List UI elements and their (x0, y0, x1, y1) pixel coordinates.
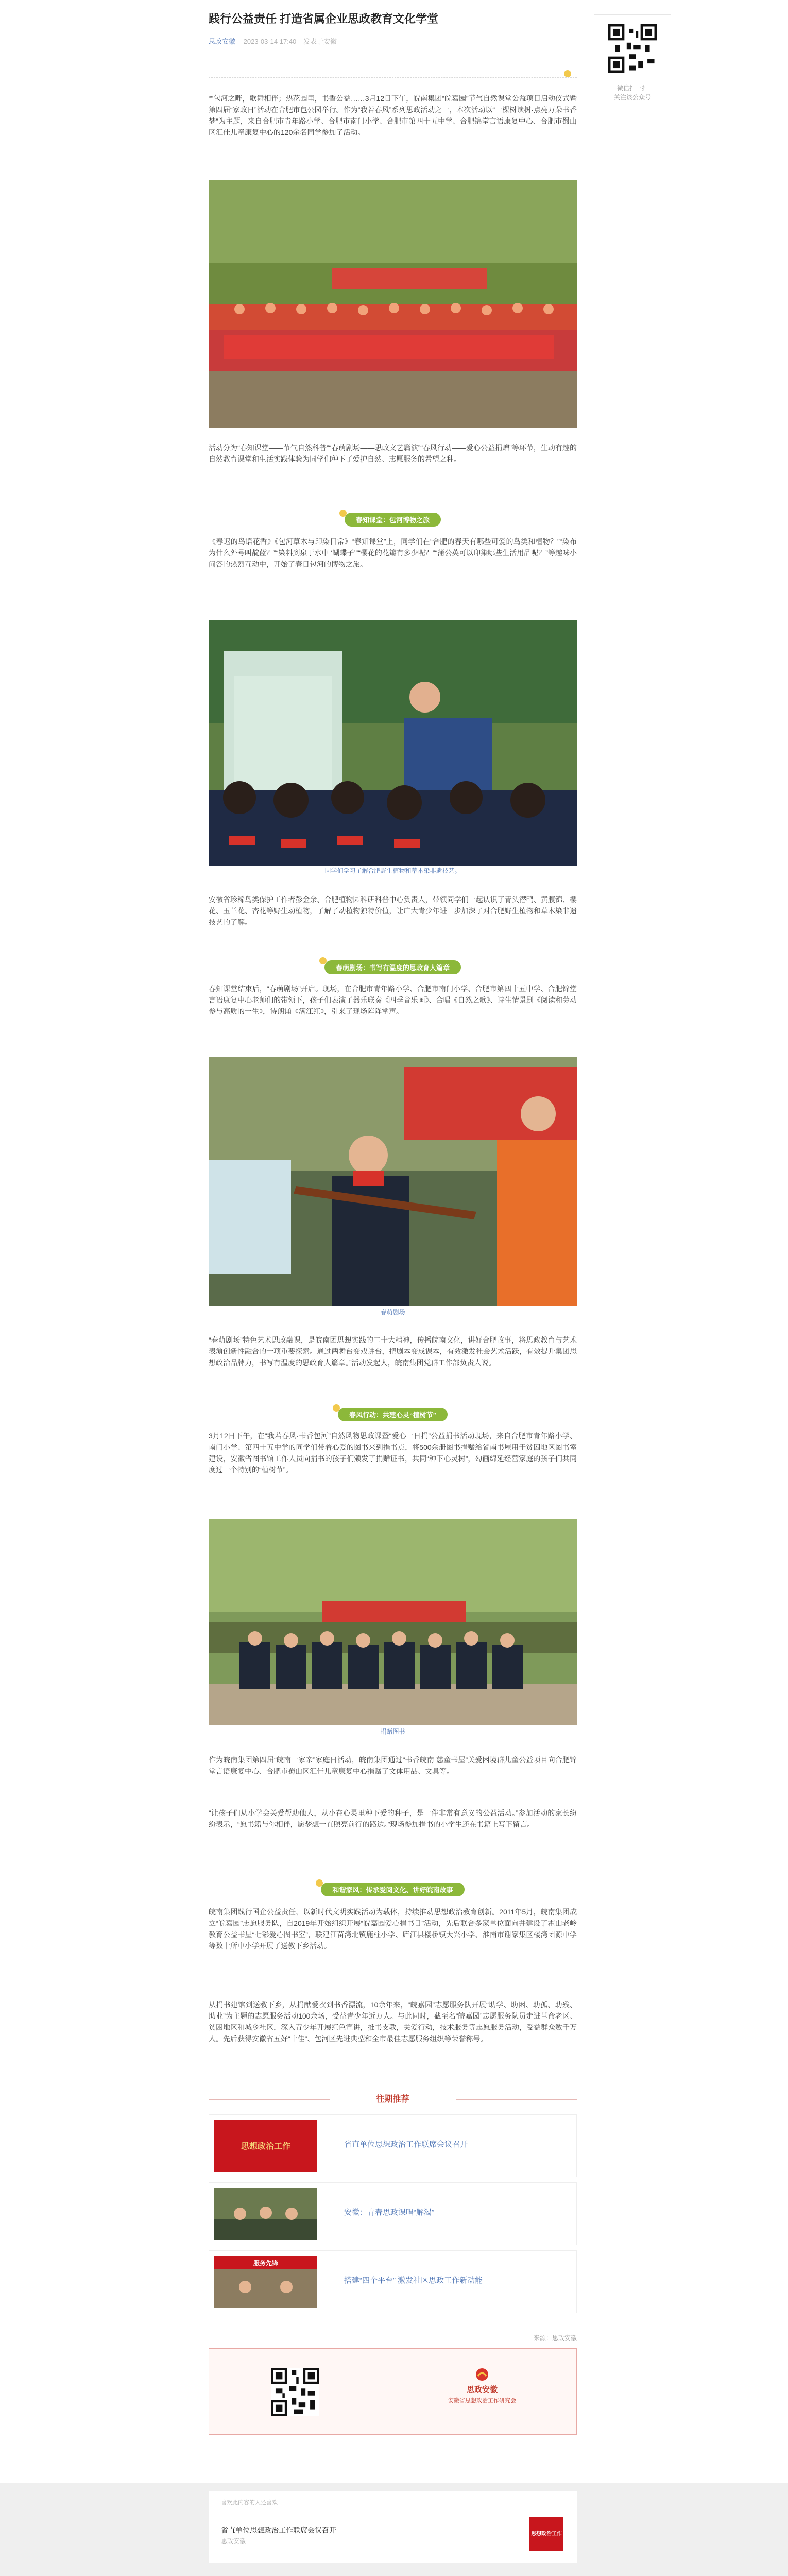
recommend-thumb-2-image (214, 2188, 317, 2240)
paragraph-10: 皖南集团践行国企公益责任，以新时代文明实践活动为载体，持续推动思想政治教育创新。2011年5月，皖南集团成立“皖嘉园”志愿服务队，自2019年开始组织开展“皖嘉园爱心捐书日”活动，先后联合多家单位面向并建设了霍山老岭教育公益书屋“七彩爱心图书室”，联建江苗湾北镇鹿柱小学、庐江县楼桥镇大兴小学、淮南市谢家集区楼湾团源中学等数十所中小学开展了送教下乡活动。 (209, 1908, 577, 1950)
recommend-title-2[interactable]: 安徽：青春思政课唱“解渴” (344, 2208, 434, 2217)
related-thumb-text: 思想政治工作 (531, 2531, 562, 2537)
section-title-1 (209, 513, 577, 527)
caption-2: 春萌剧场 (380, 1309, 405, 1316)
article-meta (209, 36, 342, 46)
paragraph-5: 春知课堂结束后，“春萌剧场”开启。现场，在合肥市青年路小学、合肥市南门小学、合肥市第四十五中学、合肥锦堂言语康复中心老师们的带领下，孩子们表演了器乐联奏《四季音乐画》、合唱《自然之歌》、诗生情景剧《阅读和劳动参与高质的一生》，诗朗诵《满江红》，引来了现场阵阵掌声。 (209, 985, 577, 1015)
paragraph-2: 活动分为“春知课堂——节气自然科普”“春萌剧场——思政文艺篇演”“春风行动——爱心公益捐赠”等环节，生动有趣的自然教育课堂和生活实践体验为同学们种下了爱护自然、志愿服务的希望之种。 (209, 444, 577, 463)
classroom-photo-image (209, 620, 577, 866)
recommend-thumb-3-image (214, 2256, 317, 2308)
recommend-thumb-3 (214, 2256, 317, 2308)
recommend-thumb-1-text: 思想政治工作 (241, 2142, 291, 2151)
decorative-dot (564, 70, 571, 77)
caption-3: 捐赠图书 (380, 1728, 405, 1735)
group-photo-1-image (209, 180, 577, 428)
qr-caption-1: 微信扫一扫 (616, 84, 648, 92)
recommend-item-1[interactable] (209, 2114, 577, 2177)
follow-qr-panel (594, 14, 671, 111)
donation-photo-image (209, 1519, 577, 1725)
publish-location: 发表于安徽 (303, 38, 337, 45)
related-card[interactable] (209, 2491, 577, 2563)
recommend-header (209, 2092, 577, 2107)
account-card-name: 思政安徽 (466, 2385, 498, 2394)
paragraph-7: 3月12日下午，在“我若春风·书香包河”自然风物思政课暨“爱心一日捐”公益捐书活动现场，来自合肥市青年路小学、南门小学、第四十五中学的同学们带着心爱的图书来到捐书点，将500余册图书捐赠给省南书屋用于贫困地区图书室建设，安徽省图书馆工作人员向捐书的孩子们颁发了捐赠证书，共同“种下心灵树”，勾画绵延经营家庭的孩子们共同度过一个特别的“植树节”。 (209, 1432, 577, 1474)
paragraph-3: 《春迟的鸟语花香》《包河草木与印染日常》“春知课堂”上，同学们在“合肥的春天有哪些可爱的鸟类和植物？”“染布为什么外号叫靛蓝？”“染料到泉于水中 ‘蝴蝶子’”“樱花的花瓣有多少呢？”“蒲公英可以印染哪些生活用品呢？”等趣味小问答的热烈互动中，开始了春日包河的博物之旅。 (209, 537, 577, 568)
paragraph-4: 安徽省珍稀鸟类保护工作者彭金余、合肥植物园科研科普中心负责人，带领同学们一起认识了青头潜鸭、黄腹锦、樱花、玉兰花、杏花等野生动植物，了解了动植物独特价值，让广大青少年进一步加深了对合肥野生植物和草木染非遗技艺的了解。 (209, 895, 577, 926)
paragraph-1: “”包河之畔，歌舞相伴；热花园里，书香公益……3月12日下午，皖南集团“皖嘉园”节气自然课堂公益项目启动仪式暨第四届“家政日”活动在合肥市包公园举行。作为“我若春风”系列思政活动之一，本次活动以“一棵树读树·点亮万朵书香梦”为主题，来自合肥市青年路小学、合肥市南门小学、合肥市第四十五中学、合肥锦堂言语康复中心、合肥市蜀山区汇佳儿童康复中心的120余名同学参加了活动。 (209, 94, 577, 137)
recommend-title-1[interactable]: 省直单位思想政治工作联席会议召开 (344, 2140, 468, 2149)
section-title-3-label: 春风行动：共建心灵“植树节” (338, 1408, 448, 1421)
account-qr-code (271, 2368, 319, 2416)
group-photo-1 (209, 180, 577, 428)
account-card[interactable] (209, 2348, 577, 2435)
recommend-thumb-1-image (214, 2120, 317, 2172)
recommend-line-right (456, 2099, 577, 2100)
recommend-title-3[interactable]: 搭建“四个平台” 激发社区思政工作新动能 (344, 2276, 483, 2285)
article-source: 来源：思政安徽 (533, 2334, 577, 2342)
publish-date: 2023-03-14 17:40 (243, 38, 297, 45)
related-title[interactable]: 省直单位思想政治工作联席会议召开 (221, 2526, 336, 2534)
paragraph-6: “春萌剧场”特色艺术思政融课，是皖南团思想实践的二十大精神，传播皖南文化，讲好合肥故事，将思政教育与艺术表演创新性融合的一项重要探索。通过两舞台变戏讲台，把剧本变成课本，有效激发社会艺术活跃，有效提升集团思想政治品牌力，书写有温度的思政育人篇章。”活动发起人，皖南集团党群工作部负责人说。 (209, 1336, 577, 1367)
section-title-2 (209, 960, 577, 974)
article-title: 践行公益责任 打造省属企业思政教育文化学堂 (209, 12, 439, 25)
donation-photo (209, 1519, 577, 1725)
caption-1: 同学们学习了解合肥野生植物和草木染非遗技艺。 (324, 867, 461, 874)
account-link[interactable]: 思政安徽 (209, 38, 236, 45)
section-title-4-label: 和谐家风：传承爱阅文化、讲好皖南故事 (321, 1883, 464, 1896)
related-thumb (529, 2517, 563, 2551)
related-label: 喜欢此内容的人还喜欢 (221, 2500, 278, 2506)
account-card-subtitle: 安徽省思想政治工作研究会 (448, 2398, 516, 2404)
recommend-thumb-1 (214, 2120, 317, 2172)
violin-photo-image (209, 1057, 577, 1306)
classroom-photo (209, 620, 577, 866)
recommend-title: 往期推荐 (376, 2095, 409, 2104)
violin-photo (209, 1057, 577, 1306)
qr-caption-2: 关注该公众号 (613, 94, 651, 101)
recommend-thumb-2 (214, 2188, 317, 2240)
section-title-3 (209, 1408, 577, 1421)
section-title-4 (209, 1883, 577, 1896)
recommend-thumb-3-text: 服务先锋 (253, 2260, 279, 2267)
paragraph-11: 从捐书建馆到送教下乡，从捐献爱衣到书香漂流，10余年来，“皖嘉园”志愿服务队开展“助学、助困、助孤、助残、助业”为主题的志愿服务活动100余场，受益青少年近万人。与此同时，截至名“皖嘉园”志愿服务队员走进革命老区、贫困地区和城乡社区，深入青少年开展红色宣讲，推书支教，关爱行动，技术服务等志愿服务活动，受益群众数千万人。先后获得安徽省五好“十佳”、包河区先进典型和全市最佳志愿服务组织等荣誉称号。 (209, 2001, 577, 2043)
section-title-2-label: 春萌剧场：书写有温度的思政育人篇章 (324, 960, 461, 974)
section-title-1-label: 春知课堂：包河博物之旅 (345, 513, 441, 527)
related-account: 思政安徽 (221, 2537, 246, 2545)
follow-qr-code (608, 24, 657, 73)
recommend-item-3[interactable] (209, 2250, 577, 2313)
paragraph-9: “让孩子们从小学会关爱帮助他人，从小在心灵里种下爱的种子，是一件非常有意义的公益活动。”参加活动的家长纷纷表示，“愿书籍与你相伴，愿梦想一直照亮前行的路边。”现场参加捐书的小学生还在书籍上写下留言。 (209, 1809, 577, 1828)
account-logo-icon (473, 2367, 491, 2382)
recommend-item-2[interactable] (209, 2182, 577, 2245)
header-divider (209, 77, 577, 78)
paragraph-8: 作为皖南集团第四届“皖南一家亲”家庭日活动，皖南集团通过“书香皖南 慈童书屋”关爱困境群儿童公益项目向合肥锦堂言语康复中心、合肥市蜀山区汇佳儿童康复中心捐赠了文体用品、文具等。 (209, 1756, 577, 1775)
